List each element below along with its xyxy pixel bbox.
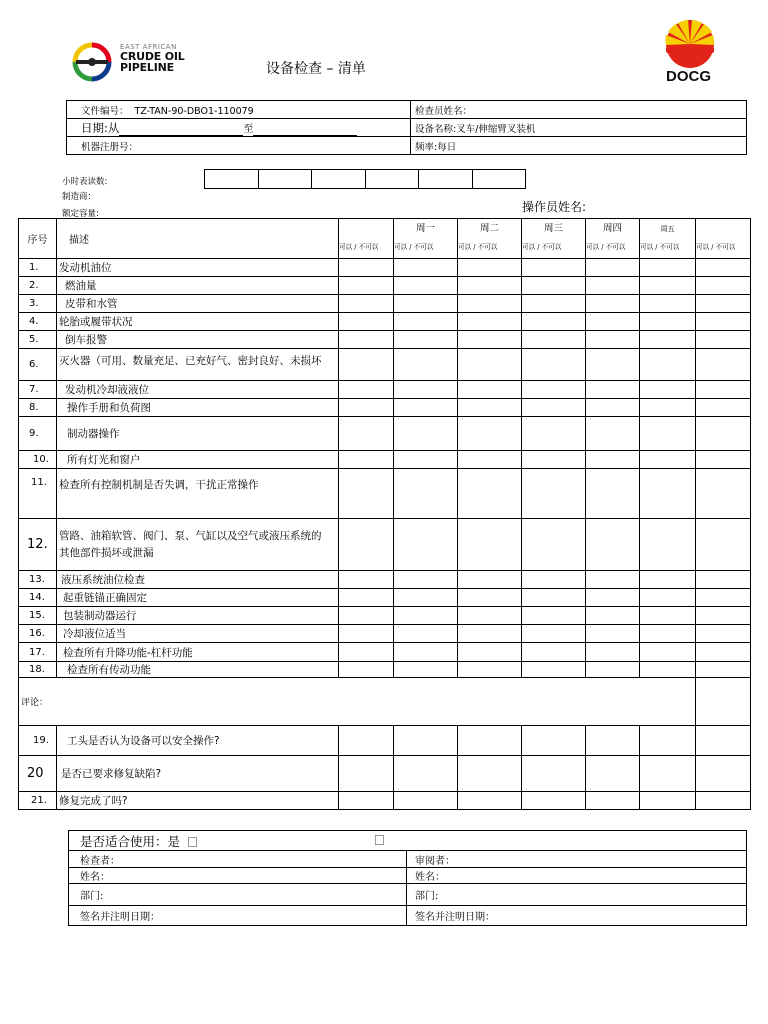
item-number: 1. (19, 259, 57, 277)
checklist-row (19, 331, 751, 349)
check-cell[interactable] (339, 792, 394, 810)
sign-date-label: 签名并注明日期： (80, 912, 160, 923)
check-cell[interactable] (696, 519, 751, 571)
pipeline-ring-icon (72, 42, 112, 82)
day-header-fri: 周五 (640, 219, 696, 235)
check-cell[interactable] (696, 451, 751, 469)
check-cell[interactable] (586, 277, 640, 295)
checklist-row (19, 277, 751, 295)
check-cell[interactable] (339, 607, 394, 625)
item-number: 21. (19, 792, 57, 810)
hour-meter-digit[interactable] (419, 170, 473, 189)
check-cell[interactable] (458, 589, 522, 607)
inspection-checklist-table (18, 218, 751, 810)
avail-label: 可以 / 不可以 (586, 235, 640, 259)
check-cell[interactable] (458, 451, 522, 469)
check-cell[interactable] (339, 313, 394, 331)
check-cell[interactable] (640, 792, 696, 810)
item-number: 3. (19, 295, 57, 313)
check-cell[interactable] (586, 589, 640, 607)
checklist-row (19, 349, 751, 381)
machine-reg-cell[interactable] (67, 137, 411, 155)
no-checkbox[interactable] (375, 835, 384, 845)
check-cell[interactable] (339, 399, 394, 417)
check-cell[interactable] (339, 277, 394, 295)
check-cell[interactable] (586, 571, 640, 589)
hour-meter-digit[interactable] (365, 170, 419, 189)
check-cell[interactable] (640, 417, 696, 451)
check-cell[interactable] (696, 399, 751, 417)
inspector-name-label: 检查员姓名： (415, 105, 473, 117)
check-cell[interactable] (522, 417, 586, 451)
hour-meter-digit[interactable] (258, 170, 312, 189)
check-cell[interactable] (640, 607, 696, 625)
check-cell[interactable] (339, 571, 394, 589)
date-to-field[interactable] (253, 126, 357, 136)
check-cell[interactable] (339, 589, 394, 607)
reviewer-dept-field[interactable] (407, 884, 747, 906)
check-cell[interactable] (522, 662, 586, 678)
check-cell[interactable] (394, 469, 458, 519)
check-cell[interactable] (522, 277, 586, 295)
check-cell[interactable] (458, 331, 522, 349)
hour-meter-digit[interactable] (312, 170, 366, 189)
check-cell[interactable] (522, 399, 586, 417)
check-cell[interactable] (696, 469, 751, 519)
check-cell[interactable] (696, 589, 751, 607)
check-cell[interactable] (394, 519, 458, 571)
check-cell[interactable] (458, 607, 522, 625)
reviewer-label: 审阅者： (415, 855, 455, 867)
check-cell[interactable] (394, 662, 458, 678)
doc-number-value: TZ-TAN-90-DBO1-110079 (134, 105, 254, 117)
check-cell[interactable] (522, 451, 586, 469)
inspector-label: 检查者： (80, 855, 120, 867)
item-description: 管路、油箱软管、阀门、泵、气缸以及空气或液压系统的其他部件损坏或泄漏 (57, 519, 339, 571)
check-cell[interactable] (522, 589, 586, 607)
check-cell[interactable] (394, 381, 458, 399)
check-cell[interactable] (640, 277, 696, 295)
check-cell[interactable] (458, 349, 522, 381)
suitable-for-use-label: 是否适合使用：是 (80, 833, 181, 849)
checklist-row (19, 607, 751, 625)
check-cell[interactable] (586, 295, 640, 313)
check-cell[interactable] (339, 259, 394, 277)
equipment-name-cell (411, 119, 747, 137)
date-from-field[interactable] (119, 126, 243, 136)
check-cell[interactable] (586, 381, 640, 399)
question-row (19, 756, 751, 792)
check-cell[interactable] (339, 756, 394, 792)
check-cell[interactable] (394, 259, 458, 277)
yes-checkbox[interactable] (188, 837, 197, 847)
check-cell[interactable] (586, 417, 640, 451)
hour-meter-label: 小时表读数: (62, 177, 108, 187)
item-number: 2. (19, 277, 57, 295)
check-cell[interactable] (696, 607, 751, 625)
check-cell[interactable] (458, 643, 522, 662)
check-cell[interactable] (586, 313, 640, 331)
check-cell[interactable] (458, 399, 522, 417)
check-cell[interactable] (586, 349, 640, 381)
item-number: 15. (19, 607, 57, 625)
item-number: 19. (19, 726, 57, 756)
eacop-logo (72, 40, 192, 84)
check-cell[interactable] (394, 756, 458, 792)
item-description: 工头是否认为设备可以安全操作? (57, 726, 339, 756)
check-cell[interactable] (339, 662, 394, 678)
check-cell[interactable] (522, 313, 586, 331)
check-cell[interactable] (696, 313, 751, 331)
check-cell[interactable] (640, 756, 696, 792)
day-header-blank (696, 219, 751, 235)
check-cell[interactable] (394, 399, 458, 417)
frequency-cell (411, 137, 747, 155)
item-description: 液压系统油位检查 (57, 571, 339, 589)
check-cell[interactable] (458, 662, 522, 678)
item-number: 12. (19, 519, 57, 571)
check-cell[interactable] (458, 571, 522, 589)
item-description: 修复完成了吗? (57, 792, 339, 810)
check-cell[interactable] (339, 349, 394, 381)
name-label: 姓名： (415, 872, 445, 883)
document-title: 设备检查 – 清单 (266, 61, 366, 77)
inspector-cell[interactable] (69, 851, 407, 868)
check-cell[interactable] (458, 756, 522, 792)
comments-label: 评论： (21, 698, 49, 708)
frequency: 频率:每日 (415, 141, 457, 153)
checklist-row (19, 643, 751, 662)
check-cell[interactable] (696, 349, 751, 381)
item-number: 20 (19, 756, 57, 792)
checklist-row (19, 589, 751, 607)
suitable-for-use-row (69, 831, 747, 851)
avail-label: 可以 / 不可以 (640, 235, 696, 259)
check-cell[interactable] (696, 417, 751, 451)
check-cell[interactable] (640, 625, 696, 643)
check-cell[interactable] (696, 277, 751, 295)
reviewer-cell[interactable] (407, 851, 747, 868)
check-cell[interactable] (458, 469, 522, 519)
question-row (19, 792, 751, 810)
item-number: 13. (19, 571, 57, 589)
check-cell[interactable] (586, 451, 640, 469)
check-cell[interactable] (696, 381, 751, 399)
checklist-row (19, 313, 751, 331)
check-cell[interactable] (696, 756, 751, 792)
inspector-sign-date-field[interactable] (69, 906, 407, 926)
avail-label: 可以 / 不可以 (696, 235, 751, 259)
inspector-name-cell[interactable] (411, 101, 747, 119)
item-description: 皮带和水管 (57, 295, 339, 313)
question-row (19, 726, 751, 756)
date-range-cell[interactable] (67, 119, 411, 137)
check-cell[interactable] (458, 417, 522, 451)
check-cell[interactable] (458, 726, 522, 756)
check-cell[interactable] (640, 589, 696, 607)
check-cell[interactable] (586, 469, 640, 519)
hour-meter-digit[interactable] (472, 170, 526, 189)
item-number: 18. (19, 662, 57, 678)
sign-date-label: 签名并注明日期： (415, 912, 495, 923)
check-cell[interactable] (339, 331, 394, 349)
check-cell[interactable] (339, 417, 394, 451)
avail-label: 可以 / 不可以 (458, 235, 522, 259)
item-description: 包装制动器运行 (57, 607, 339, 625)
avail-label: 可以 / 不可以 (522, 235, 586, 259)
check-cell[interactable] (339, 295, 394, 313)
check-cell[interactable] (522, 469, 586, 519)
check-cell[interactable] (458, 792, 522, 810)
check-cell[interactable] (394, 571, 458, 589)
check-cell[interactable] (522, 349, 586, 381)
check-cell[interactable] (696, 792, 751, 810)
check-cell[interactable] (522, 295, 586, 313)
checklist-row (19, 381, 751, 399)
check-cell[interactable] (394, 726, 458, 756)
check-cell[interactable] (339, 726, 394, 756)
checklist-row (19, 625, 751, 643)
comments-row (19, 678, 751, 726)
check-cell[interactable] (640, 331, 696, 349)
col-header-no: 序号 (19, 219, 57, 259)
item-description: 所有灯光和窗户 (57, 451, 339, 469)
item-description: 灭火器（可用、数量充足、已充好气、密封良好、未损坏 (57, 349, 339, 381)
day-header-wed: 周三 (522, 219, 586, 235)
logo-small-text: EAST AFRICAN (120, 43, 177, 51)
docg-logo (660, 18, 720, 86)
item-number: 7. (19, 381, 57, 399)
check-cell[interactable] (394, 277, 458, 295)
check-cell[interactable] (339, 519, 394, 571)
check-cell[interactable] (394, 313, 458, 331)
name-label: 姓名： (80, 872, 110, 883)
check-cell[interactable] (522, 519, 586, 571)
checklist-row (19, 259, 751, 277)
item-number: 4. (19, 313, 57, 331)
check-cell[interactable] (458, 625, 522, 643)
check-cell[interactable] (394, 589, 458, 607)
doc-number-cell (67, 101, 411, 119)
check-cell[interactable] (394, 643, 458, 662)
item-description: 燃油量 (57, 277, 339, 295)
reviewer-sign-date-field[interactable] (407, 906, 747, 926)
check-cell[interactable] (458, 519, 522, 571)
check-cell[interactable] (586, 662, 640, 678)
document-info-table (66, 100, 747, 155)
day-header-thu: 周四 (586, 219, 640, 235)
item-description: 操作手册和负荷图 (57, 399, 339, 417)
signoff-table (68, 830, 747, 926)
docg-wordmark: DOCG (666, 68, 711, 85)
check-cell[interactable] (394, 625, 458, 643)
check-cell[interactable] (394, 607, 458, 625)
col-header-desc: 描述 (57, 219, 339, 259)
check-cell[interactable] (339, 381, 394, 399)
operator-name-label: 操作员姓名: (522, 200, 587, 214)
avail-label: 可以 / 不可以 (394, 235, 458, 259)
avail-label: 可以 / 不可以 (339, 235, 394, 259)
item-description: 是否已要求修复缺陷? (57, 756, 339, 792)
item-description: 发动机冷却液液位 (57, 381, 339, 399)
check-cell[interactable] (586, 331, 640, 349)
item-description: 轮胎或履带状况 (57, 313, 339, 331)
check-cell[interactable] (640, 399, 696, 417)
check-cell[interactable] (586, 519, 640, 571)
item-description: 制动器操作 (57, 417, 339, 451)
rated-capacity-label: 额定容量: (62, 209, 99, 219)
comments-side-cell (696, 678, 751, 726)
check-cell[interactable] (522, 625, 586, 643)
checklist-row (19, 469, 751, 519)
item-number: 8. (19, 399, 57, 417)
check-cell[interactable] (640, 643, 696, 662)
check-cell[interactable] (339, 643, 394, 662)
check-cell[interactable] (522, 571, 586, 589)
check-cell[interactable] (394, 451, 458, 469)
check-cell[interactable] (586, 726, 640, 756)
dept-label: 部门: (80, 891, 104, 902)
check-cell[interactable] (522, 607, 586, 625)
check-cell[interactable] (458, 277, 522, 295)
eacop-wordmark (120, 44, 185, 73)
date-from-label: 日期:从 (81, 120, 120, 135)
check-cell[interactable] (696, 259, 751, 277)
check-cell[interactable] (640, 259, 696, 277)
check-cell[interactable] (522, 792, 586, 810)
day-header-blank (339, 219, 394, 235)
machine-reg-label: 机器注册号： (81, 141, 139, 153)
check-cell[interactable] (640, 295, 696, 313)
check-cell[interactable] (458, 259, 522, 277)
logo-line2: PIPELINE (120, 61, 174, 74)
check-cell[interactable] (339, 469, 394, 519)
check-cell[interactable] (339, 625, 394, 643)
check-cell[interactable] (522, 643, 586, 662)
check-cell[interactable] (586, 259, 640, 277)
item-description: 发动机油位 (57, 259, 339, 277)
hour-meter-boxes[interactable] (204, 169, 526, 189)
checklist-row (19, 571, 751, 589)
day-header-mon: 周一 (394, 219, 458, 235)
check-cell[interactable] (696, 643, 751, 662)
item-number: 10. (19, 451, 57, 469)
check-cell[interactable] (696, 295, 751, 313)
doc-number-label: 文件编号： (81, 105, 129, 117)
item-number: 11. (19, 469, 57, 519)
check-cell[interactable] (458, 295, 522, 313)
check-cell[interactable] (696, 331, 751, 349)
check-cell[interactable] (640, 726, 696, 756)
check-cell[interactable] (640, 571, 696, 589)
check-cell[interactable] (696, 571, 751, 589)
item-number: 5. (19, 331, 57, 349)
check-cell[interactable] (696, 625, 751, 643)
comments-field[interactable] (19, 678, 696, 726)
checklist-row (19, 417, 751, 451)
check-cell[interactable] (458, 313, 522, 331)
checklist-row (19, 399, 751, 417)
item-description: 倒车报警 (57, 331, 339, 349)
item-description: 起重链锚正确固定 (57, 589, 339, 607)
check-cell[interactable] (586, 756, 640, 792)
day-header-tue: 周二 (458, 219, 522, 235)
check-cell[interactable] (586, 625, 640, 643)
check-cell[interactable] (522, 756, 586, 792)
check-cell[interactable] (640, 349, 696, 381)
check-cell[interactable] (394, 349, 458, 381)
check-cell[interactable] (522, 381, 586, 399)
checklist-row (19, 519, 751, 571)
check-cell[interactable] (394, 417, 458, 451)
item-number: 9. (19, 417, 57, 451)
check-cell[interactable] (522, 331, 586, 349)
check-cell[interactable] (586, 643, 640, 662)
item-description: 检查所有升降功能-杠杆功能 (57, 643, 339, 662)
item-description: 冷却液位适当 (57, 625, 339, 643)
manufacturer-label: 制造商： (62, 192, 97, 202)
check-cell[interactable] (394, 792, 458, 810)
check-cell[interactable] (339, 451, 394, 469)
check-cell[interactable] (586, 792, 640, 810)
hour-meter-digit[interactable] (205, 170, 259, 189)
equipment-name: 设备名称:叉车/伸缩臂叉装机 (415, 123, 536, 135)
check-cell[interactable] (640, 313, 696, 331)
check-cell[interactable] (394, 295, 458, 313)
dept-label: 部门: (415, 891, 439, 902)
check-cell[interactable] (586, 607, 640, 625)
check-cell[interactable] (696, 662, 751, 678)
check-cell[interactable] (696, 726, 751, 756)
checklist-row (19, 451, 751, 469)
checklist-row (19, 295, 751, 313)
item-number: 6. (19, 349, 57, 381)
inspector-dept-field[interactable] (69, 884, 407, 906)
reviewer-name-field[interactable] (407, 868, 747, 884)
inspector-name-field[interactable] (69, 868, 407, 884)
docg-emblem-icon (660, 18, 720, 70)
check-cell[interactable] (522, 726, 586, 756)
item-number: 14. (19, 589, 57, 607)
item-number: 17. (19, 643, 57, 662)
check-cell[interactable] (586, 399, 640, 417)
logo-line1: CRUDE OIL (120, 50, 185, 63)
item-number: 16. (19, 625, 57, 643)
check-cell[interactable] (640, 662, 696, 678)
check-cell[interactable] (640, 451, 696, 469)
check-cell[interactable] (458, 381, 522, 399)
checklist-row (19, 662, 751, 678)
check-cell[interactable] (640, 381, 696, 399)
check-cell[interactable] (640, 519, 696, 571)
check-cell[interactable] (640, 469, 696, 519)
item-description: 检查所有控制机制是否失调，干扰正常操作 (57, 469, 339, 519)
date-to-label: 至 (243, 123, 254, 135)
check-cell[interactable] (394, 331, 458, 349)
check-cell[interactable] (522, 259, 586, 277)
item-description: 检查所有传动功能 (57, 662, 339, 678)
